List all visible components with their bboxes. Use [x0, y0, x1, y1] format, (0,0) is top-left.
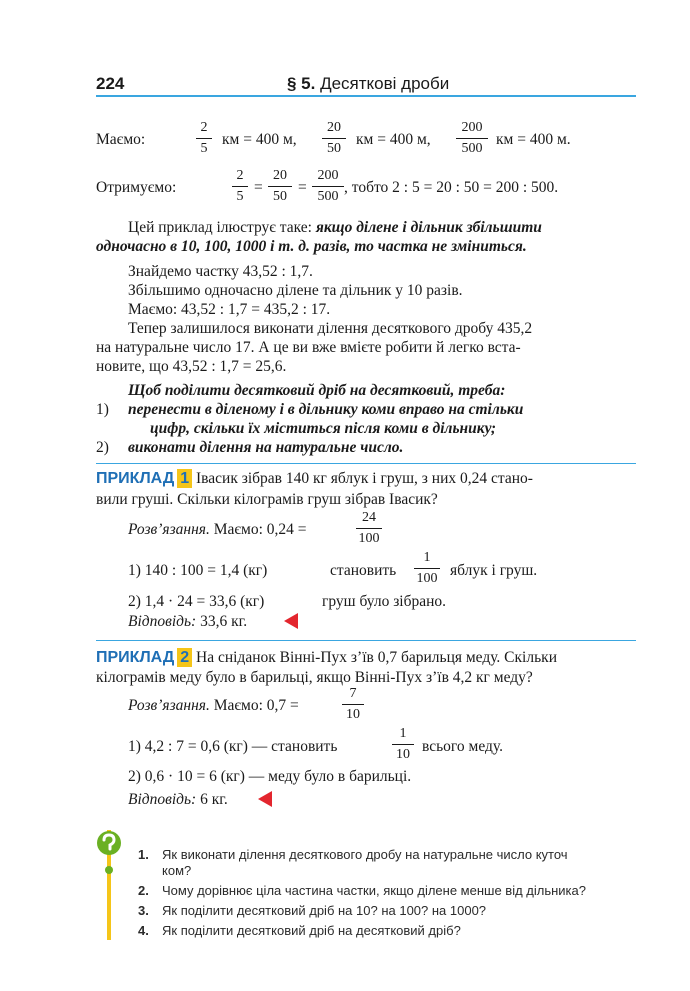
section-header — [287, 74, 449, 94]
masmo-text-3: км = 400 м. — [496, 131, 571, 148]
fraction: 200 500 — [456, 120, 488, 157]
masmo-text-2: км = 400 м, — [356, 131, 431, 148]
example2-line1: ПРИКЛАД 2 На сніданок Вінні-Пух з’їв 0,7 барильця меду. Скільки — [96, 649, 557, 666]
example1-line1: ПРИКЛАД 1 Івасик зібрав 140 кг яблук і груш, з них 0,24 стано- — [96, 470, 533, 487]
question-mark-icon — [96, 830, 122, 940]
body-line: на натуральне число 17. А це ви вже вмієте робити й легко вста- — [96, 339, 521, 356]
answer-line: Відповідь: 33,6 кг. — [128, 613, 248, 630]
question-item-continuation: ком? — [162, 863, 192, 878]
example-label: ПРИКЛАД — [96, 649, 175, 666]
body-line: Маємо: 43,52 : 1,7 = 435,2 : 17. — [128, 301, 331, 318]
example-number-badge: 2 — [177, 648, 192, 667]
rule1-line1: Цей приклад ілюструє таке: якщо ділене і дільник збільшити — [128, 219, 542, 236]
rule2-item: перенести в діленому і в дільнику коми вправо на стільки — [128, 401, 524, 418]
fraction: 200 500 — [312, 168, 344, 205]
solution-line: Розв’язання. Маємо: 0,24 = — [128, 521, 307, 538]
question-item: 4. Як поділити десятковий дріб на десятковий дріб? — [138, 923, 461, 938]
fraction: 2 5 — [232, 168, 248, 205]
fraction: 1 100 — [414, 550, 440, 587]
question-item: 3. Як поділити десятковий дріб на 10? на 100? на 1000? — [138, 903, 487, 918]
body-line: Тепер залишилося виконати ділення десяткового дробу 435,2 — [128, 320, 533, 337]
example-label: ПРИКЛАД — [96, 470, 175, 487]
header-rule — [96, 95, 636, 97]
body-line: новите, що 43,52 : 1,7 = 25,6. — [96, 358, 287, 375]
fraction: 7 10 — [342, 686, 364, 723]
step-2: 2) 0,6 · 10 = 6 (кг) — меду було в барильці. — [128, 768, 412, 785]
example1-line2: вили груші. Скільки кілограмів груш зібрав Івасик? — [96, 491, 438, 508]
fraction: 24 100 — [356, 510, 382, 547]
end-marker-icon — [284, 613, 298, 629]
section-title: Десяткові дроби — [320, 74, 450, 93]
page-number: 224 — [96, 74, 125, 93]
example2-line2: кілограмів меду було в барильці, якщо Вінні-Пух з’їв 4,2 кг меду? — [96, 669, 533, 686]
fraction: 20 50 — [268, 168, 292, 205]
solution-line: Розв’язання. Маємо: 0,7 = — [128, 697, 299, 714]
question-item: 2. Чому дорівнює ціла частина частки, якщо ділене менше від дільника? — [138, 883, 586, 898]
body-line: Збільшимо одночасно ділене та дільник у 10 разів. — [128, 282, 463, 299]
rule2-item: цифр, скільки їх міститься після коми в дільнику; — [150, 420, 497, 437]
masmo-label: Маємо: — [96, 131, 146, 148]
rule2-item: виконати ділення на натуральне число. — [128, 439, 404, 456]
body-line: Знайдемо частку 43,52 : 1,7. — [128, 263, 313, 280]
equals-sign: = — [254, 179, 263, 196]
step-1-text: становить — [330, 562, 397, 579]
rule1-line2: одночасно в 10, 100, 1000 і т. д. разів, то частка не зміниться. — [96, 238, 527, 255]
example-divider — [96, 463, 636, 464]
otr-label: Отримуємо: — [96, 179, 177, 196]
masmo-text-1: км = 400 м, — [222, 131, 297, 148]
step-1-tail: всього меду. — [422, 738, 503, 755]
step-2: 2) 1,4 · 24 = 33,6 (кг) — [128, 593, 265, 610]
end-marker-icon — [258, 791, 272, 807]
fraction: 20 50 — [322, 120, 346, 157]
section-number: § 5. — [287, 74, 316, 93]
rule2-item-number: 1) — [96, 401, 109, 418]
equals-sign: = — [298, 179, 307, 196]
step-1: 1) 4,2 : 7 = 0,6 (кг) — становить — [128, 738, 338, 755]
rule2-title: Щоб поділити десятковий дріб на десятковий, треба: — [128, 382, 506, 399]
fraction: 1 10 — [392, 726, 414, 763]
step-2-text: груш було зібрано. — [322, 593, 447, 610]
step-1-tail: яблук і груш. — [450, 562, 538, 579]
fraction: 2 5 — [196, 120, 212, 157]
example-divider — [96, 640, 636, 641]
example-number-badge: 1 — [177, 469, 192, 488]
question-item: 1. Як виконати ділення десяткового дробу на натуральне число куточ — [138, 847, 568, 862]
rule2-item-number: 2) — [96, 439, 109, 456]
step-1: 1) 140 : 100 = 1,4 (кг) — [128, 562, 268, 579]
tobto-text: , тобто 2 : 5 = 20 : 50 = 200 : 500. — [344, 179, 559, 196]
answer-line: Відповідь: 6 кг. — [128, 791, 228, 808]
